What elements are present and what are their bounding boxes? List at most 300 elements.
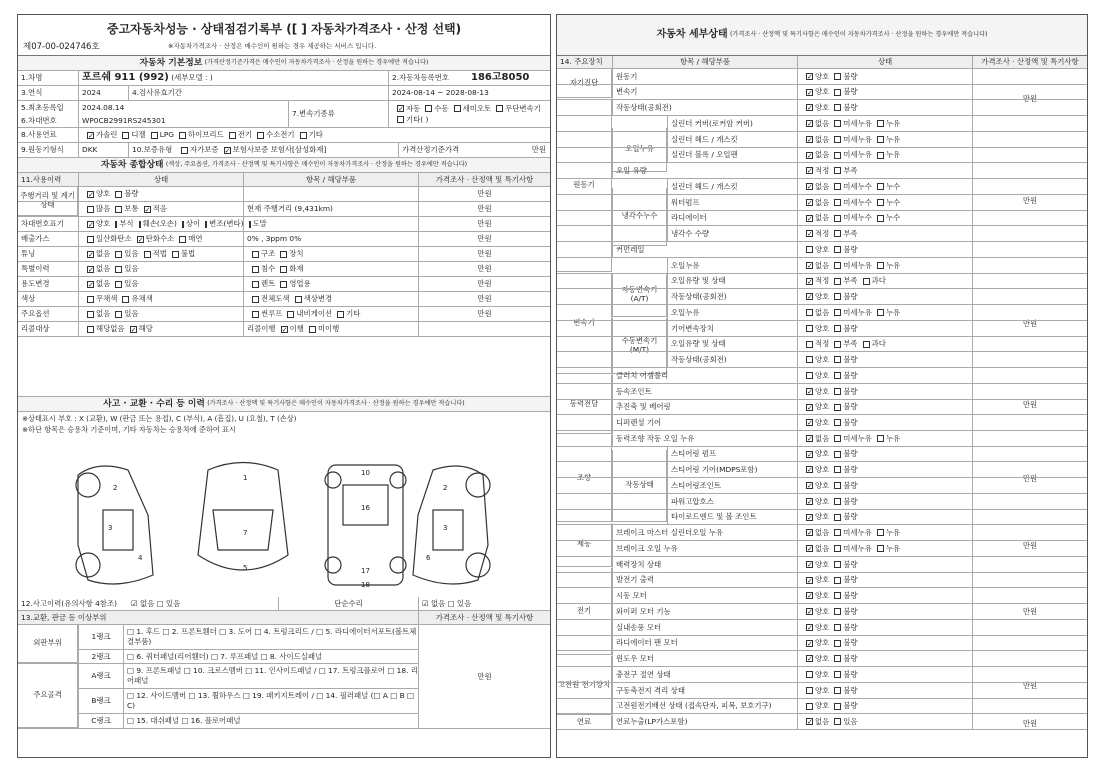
detail-22-checkbox-1[interactable] [834, 419, 841, 426]
trans-cvt-label: 무단변속기 [505, 104, 541, 113]
detail-3-option-label-0: 없음 [815, 118, 830, 128]
detail-10-checkbox-1[interactable] [834, 230, 841, 237]
detail-40-option-label-1: 불량 [843, 701, 858, 711]
detail-37-checkbox-1[interactable] [834, 655, 841, 662]
detail-25-checkbox-1[interactable] [834, 466, 841, 473]
overall-header-row [18, 173, 550, 187]
overall-item-7-checkbox-1[interactable] [295, 296, 302, 303]
detail-41-checkbox-1[interactable] [834, 718, 841, 725]
detail-row-status [797, 132, 972, 147]
part-number: 6 [426, 554, 431, 562]
part-number: 1 [243, 474, 248, 482]
detail-row-status [797, 179, 972, 194]
detail-8-checkbox-0[interactable]: ✓ [807, 199, 813, 207]
fuel-gasoline-checkbox[interactable]: ✓ [88, 131, 94, 140]
detail-1-checkbox-0[interactable]: ✓ [807, 88, 813, 97]
detail-row-status [797, 100, 972, 115]
trans-other-checkbox[interactable] [397, 116, 404, 123]
overall-4-option-label-3: 불법 [180, 249, 196, 259]
detail-4-checkbox-0[interactable]: ✓ [807, 136, 813, 144]
overall-4-checkbox-1[interactable] [115, 251, 122, 258]
overall-row-status [78, 247, 243, 261]
detail-row-status [797, 525, 972, 540]
overall-1-option-label-1: 보통 [124, 204, 139, 214]
price-unit: 만원 [972, 375, 1087, 434]
detail-30-checkbox-1[interactable] [834, 545, 841, 552]
overall-item-6-checkbox-0[interactable] [252, 281, 259, 288]
overall-2-checkbox-0[interactable]: ✓ [88, 220, 94, 229]
detail-13-checkbox-2[interactable] [863, 278, 870, 285]
detail-20-checkbox-1[interactable] [834, 388, 841, 395]
detail-18-checkbox-1[interactable] [834, 356, 841, 363]
detail-23-checkbox-1[interactable] [834, 435, 841, 442]
detail-2-checkbox-0[interactable]: ✓ [807, 104, 813, 112]
overall-item-9-option-label-0: 이행 [289, 324, 304, 334]
detail-31-checkbox-0[interactable]: ✓ [807, 561, 813, 569]
overall-row [18, 322, 550, 337]
overall-0-checkbox-0[interactable]: ✓ [88, 190, 94, 199]
detail-title-row [557, 15, 1087, 56]
overall-3-checkbox-1[interactable]: ✓ [137, 235, 144, 244]
detail-24-option-label-1: 불량 [843, 449, 858, 459]
fuel-options [78, 128, 550, 142]
overall-row-status [78, 202, 243, 216]
detail-24-checkbox-0[interactable]: ✓ [807, 450, 813, 459]
detail-32-checkbox-0[interactable]: ✓ [807, 576, 813, 585]
detail-14-checkbox-1[interactable] [834, 293, 841, 300]
detail-18-checkbox-0[interactable] [806, 356, 813, 363]
detail-row-status [797, 636, 972, 650]
price-unit: 만원 [972, 129, 1087, 272]
detail-row-status [797, 494, 972, 509]
detail-7-checkbox-2[interactable] [877, 183, 884, 190]
overall-4-checkbox-0[interactable]: ✓ [88, 250, 94, 259]
detail-8-checkbox-1[interactable] [834, 199, 841, 206]
overall-item-7-option-label-1: 색상변경 [303, 294, 333, 304]
detail-33-option-label-1: 불량 [843, 590, 858, 600]
detail-row-item: 배력장치 상태 [612, 557, 797, 572]
detail-7-checkbox-1[interactable] [834, 183, 841, 190]
detail-24-checkbox-1[interactable] [834, 451, 841, 458]
detail-16-checkbox-1[interactable] [834, 325, 841, 332]
detail-27-checkbox-1[interactable] [834, 498, 841, 505]
detail-31-checkbox-1[interactable] [834, 561, 841, 568]
detail-40-checkbox-1[interactable] [834, 703, 841, 710]
detail-12-checkbox-0[interactable]: ✓ [807, 262, 813, 270]
detail-9-option-label-0: 없음 [815, 213, 830, 223]
detail-2-option-label-1: 불량 [843, 102, 858, 112]
warranty-self-checkbox[interactable] [181, 147, 188, 154]
overall-item-4-checkbox-1[interactable] [280, 251, 287, 258]
detail-26-checkbox-0[interactable]: ✓ [807, 482, 813, 490]
detail-row-item: 오일유량 및 상태 [667, 274, 797, 288]
trans-semi-label: 세미오토 [462, 104, 492, 113]
detail-14-checkbox-0[interactable]: ✓ [807, 293, 813, 301]
detail-13-checkbox-1[interactable] [834, 278, 841, 285]
detail-28-option-label-0: 양호 [815, 512, 830, 522]
basic-title-row [18, 56, 550, 71]
trans-semi-checkbox[interactable] [454, 105, 461, 112]
detail-row [557, 289, 1087, 305]
detail-row [557, 337, 1087, 352]
overall-h-price: 가격조사 · 산정액 및 특기사항 [418, 173, 550, 186]
detail-3-checkbox-2[interactable] [877, 120, 884, 127]
detail-37-checkbox-0[interactable]: ✓ [807, 655, 813, 663]
group-self-diagnosis: 자기진단 [557, 69, 612, 98]
car-right-front-wheel [466, 473, 490, 497]
overall-item-5-option-label-1: 화재 [289, 264, 304, 274]
overall-5-option-label-1: 있음 [124, 264, 139, 274]
overall-item-8-checkbox-1[interactable] [287, 311, 294, 318]
detail-25-option-label-1: 불량 [843, 464, 858, 474]
overall-2-checkbox-4[interactable] [205, 221, 207, 228]
detail-21-option-label-1: 불량 [843, 402, 858, 412]
detail-5-checkbox-1[interactable] [834, 152, 841, 159]
detail-27-checkbox-0[interactable]: ✓ [807, 498, 813, 506]
overall-row [18, 232, 550, 247]
detail-29-checkbox-1[interactable] [834, 529, 841, 536]
group-engine: 원동기 [557, 99, 612, 272]
detail-row-status [797, 415, 972, 430]
detail-row-item: 타이로드엔드 및 볼 조인트 [667, 510, 797, 524]
label-firstreg: 5.최초등록일 [21, 102, 64, 112]
detail-h-device: 14. 주요장치 [560, 57, 603, 67]
overall-item-9-checkbox-0[interactable]: ✓ [281, 325, 288, 334]
detail-23-checkbox-2[interactable] [877, 435, 884, 442]
detail-29-checkbox-2[interactable] [877, 529, 884, 536]
overall-3-option-label-2: 매연 [188, 234, 203, 244]
detail-28-checkbox-0[interactable]: ✓ [807, 513, 813, 522]
accident-title: 사고 · 교환 · 수리 등 이력 [103, 398, 205, 409]
detail-row-status [797, 447, 972, 461]
detail-4-checkbox-1[interactable] [834, 136, 841, 143]
overall-2-checkbox-3[interactable] [182, 221, 184, 228]
detail-35-option-label-1: 불량 [843, 622, 858, 632]
detail-22-option-label-1: 불량 [843, 417, 858, 427]
overall-item-8-option-label-2: 기타 [346, 309, 361, 319]
detail-9-checkbox-1[interactable] [834, 215, 841, 222]
overall-6-checkbox-0[interactable]: ✓ [88, 280, 94, 289]
overall-2-option-label-3: 상이 [185, 219, 201, 229]
overall-8-option-label-0: 없음 [96, 309, 111, 319]
overall-5-checkbox-1[interactable] [115, 266, 122, 273]
overall-item-5-checkbox-1[interactable] [280, 266, 287, 273]
trans-options [388, 101, 550, 127]
detail-7-option-label-1: 미세누수 [843, 181, 872, 191]
trans-auto-checkbox[interactable]: ✓ [398, 105, 404, 113]
detail-34-checkbox-1[interactable] [834, 608, 841, 615]
detail-25-checkbox-0[interactable]: ✓ [807, 466, 813, 474]
overall-row-price: 만원 [418, 187, 550, 201]
detail-row [557, 148, 1087, 163]
overall-h-history: 11.사용이력 [21, 174, 62, 184]
detail-24-option-label-0: 양호 [815, 449, 830, 459]
overall-7-checkbox-0[interactable] [87, 296, 94, 303]
detail-22-checkbox-0[interactable]: ✓ [807, 419, 813, 427]
overall-5-option-label-0: 없음 [96, 264, 111, 274]
rank1-label: 1랭크 [78, 625, 123, 649]
overall-8-checkbox-1[interactable] [115, 311, 122, 318]
main-frame-label: 주요골격 [18, 664, 78, 728]
detail-29-checkbox-0[interactable]: ✓ [807, 529, 813, 537]
part-number: 2 [113, 484, 118, 492]
detail-26-checkbox-1[interactable] [834, 482, 841, 489]
overall-item-8-checkbox-2[interactable] [337, 311, 344, 318]
detail-12-checkbox-2[interactable] [877, 262, 884, 269]
overall-1-checkbox-1[interactable] [115, 206, 122, 213]
detail-19-checkbox-0[interactable] [806, 372, 813, 379]
detail-5-option-label-2: 누유 [885, 150, 901, 160]
detail-row [557, 557, 1087, 573]
detail-21-checkbox-1[interactable] [834, 404, 841, 411]
simple-repair-status: ☑ 없음 □ 있음 [418, 597, 550, 610]
detail-32-checkbox-1[interactable] [834, 577, 841, 584]
detail-15-checkbox-1[interactable] [834, 309, 841, 316]
overall-4-checkbox-2[interactable] [144, 251, 151, 258]
overall-item-5-checkbox-0[interactable] [252, 266, 259, 273]
detail-row-item: 커먼레일 [612, 242, 797, 257]
detail-2-checkbox-1[interactable] [834, 104, 841, 111]
detail-39-checkbox-0[interactable] [806, 687, 813, 694]
fuel-diesel-checkbox[interactable] [122, 132, 129, 139]
detail-13-option-label-2: 과다 [871, 276, 886, 286]
trans-manual-checkbox[interactable] [425, 105, 432, 112]
overall-5-checkbox-0[interactable]: ✓ [88, 265, 94, 274]
overall-item-5-option-label-0: 침수 [261, 264, 276, 274]
detail-29-option-label-2: 누유 [885, 527, 901, 537]
detail-row-status [797, 510, 972, 524]
detail-7-checkbox-0[interactable]: ✓ [807, 183, 813, 191]
detail-row-item: 라디에이터 팬 모터 [612, 636, 797, 650]
detail-35-checkbox-0[interactable]: ✓ [807, 624, 813, 632]
overall-7-checkbox-1[interactable] [122, 296, 129, 303]
detail-21-option-label-0: 양호 [815, 402, 830, 412]
overall-3-checkbox-0[interactable] [87, 236, 94, 243]
detail-9-checkbox-0[interactable]: ✓ [807, 214, 813, 223]
car-damage-diagram [58, 455, 508, 595]
overall-1-checkbox-2[interactable]: ✓ [144, 205, 151, 214]
detail-30-checkbox-0[interactable]: ✓ [807, 545, 813, 553]
detail-row [557, 667, 1087, 683]
detail-11-checkbox-0[interactable] [806, 246, 813, 253]
row-fuel [18, 128, 550, 143]
detail-10-option-label-1: 부족 [843, 228, 858, 238]
overall-row-item [243, 262, 418, 276]
row-name [18, 71, 550, 86]
overall-0-option-label-0: 양호 [96, 189, 111, 199]
overall-row-price: 만원 [418, 232, 550, 246]
detail-row-item: 스티어링 펌프 [667, 447, 797, 461]
car-under-wheel-fr [390, 472, 406, 488]
detail-6-checkbox-1[interactable] [834, 167, 841, 174]
detail-3-checkbox-1[interactable] [834, 120, 841, 127]
overall-6-option-label-0: 없음 [96, 279, 111, 289]
detail-10-checkbox-0[interactable]: ✓ [807, 230, 813, 238]
fuel-hydrogen-checkbox[interactable] [257, 132, 264, 139]
group-steering: 조향 [557, 435, 612, 522]
group-drivetrain: 동력전달 [557, 375, 612, 434]
detail-1-checkbox-1[interactable] [834, 89, 841, 96]
detail-30-option-label-0: 없음 [815, 543, 830, 553]
overall-item-7-checkbox-0[interactable] [252, 296, 259, 303]
detail-row-item: 동력조향 작동 오일 누유 [612, 431, 797, 446]
group-fuel: 연료 [557, 716, 612, 730]
detail-0-checkbox-1[interactable] [834, 73, 841, 80]
detail-row [557, 226, 1087, 242]
detail-6-checkbox-0[interactable]: ✓ [807, 167, 813, 175]
detail-row-item: 기어변속장치 [667, 321, 797, 336]
overall-9-checkbox-0[interactable] [87, 326, 94, 333]
detail-17-checkbox-1[interactable] [834, 341, 841, 348]
detail-20-option-label-0: 양호 [815, 386, 830, 396]
fuel-lpg-checkbox[interactable] [151, 132, 158, 139]
fuel-hybrid-checkbox[interactable] [179, 132, 186, 139]
detail-12-checkbox-1[interactable] [834, 262, 841, 269]
accident-legend-1: ※상태표시 부호 : X (교환), W (판금 또는 용접), C (부식), A (흠집), U (요철), T (손상) [22, 414, 297, 423]
detail-row [557, 651, 1087, 667]
fuel-ev-checkbox[interactable] [229, 132, 236, 139]
detail-33-checkbox-0[interactable]: ✓ [807, 592, 813, 600]
row-engine [18, 143, 550, 158]
overall-9-checkbox-1[interactable]: ✓ [130, 325, 137, 334]
part-number: 5 [243, 564, 248, 572]
car-left-front-wheel [76, 473, 100, 497]
overall-row-status [78, 232, 243, 246]
detail-36-checkbox-0[interactable]: ✓ [807, 639, 813, 648]
detail-28-checkbox-1[interactable] [834, 514, 841, 521]
detail-17-checkbox-2[interactable] [863, 341, 870, 348]
detail-13-checkbox-0[interactable]: ✓ [807, 277, 813, 286]
detail-row-status [797, 384, 972, 399]
trans-auto-label: 자동 [406, 104, 421, 113]
detail-15-checkbox-2[interactable] [877, 309, 884, 316]
detail-row [557, 69, 1087, 85]
label-name: 1.차명 [21, 73, 43, 83]
detail-20-checkbox-0[interactable]: ✓ [807, 388, 813, 396]
period-value: 2024-08-14 ~ 2028-08-13 [388, 86, 550, 100]
overall-item-8-checkbox-0[interactable] [252, 311, 259, 318]
overall-item-4-checkbox-0[interactable] [252, 251, 259, 258]
detail-34-checkbox-0[interactable]: ✓ [807, 608, 813, 616]
detail-11-checkbox-1[interactable] [834, 246, 841, 253]
overall-4-checkbox-3[interactable] [172, 251, 179, 258]
mileage-group-label: 주행거리 및 계기상태 [18, 187, 78, 216]
detail-row [557, 368, 1087, 384]
trans-cvt-checkbox[interactable] [496, 105, 503, 112]
detail-35-checkbox-1[interactable] [834, 624, 841, 631]
detail-30-checkbox-2[interactable] [877, 545, 884, 552]
detail-16-checkbox-0[interactable] [806, 325, 813, 332]
overall-item-9-checkbox-1[interactable] [309, 326, 316, 333]
detail-row [557, 478, 1087, 494]
warranty-insurer-checkbox[interactable]: ✓ [224, 146, 231, 155]
detail-36-checkbox-1[interactable] [834, 640, 841, 647]
detail-0-option-label-0: 양호 [815, 71, 830, 81]
detail-row-item: 오일유량 및 상태 [667, 337, 797, 351]
detail-35-option-label-0: 양호 [815, 622, 830, 632]
detail-2-option-label-0: 양호 [815, 102, 830, 112]
group-high-voltage: 고전원 전기장치 [557, 656, 612, 715]
detail-28-option-label-1: 불량 [843, 512, 858, 522]
overall-2-checkbox-2[interactable] [139, 221, 141, 228]
detail-3-checkbox-0[interactable]: ✓ [807, 120, 813, 128]
overall-title-row [18, 158, 550, 173]
detail-8-checkbox-2[interactable] [877, 199, 884, 206]
detail-row [557, 163, 1087, 179]
overall-1-checkbox-0[interactable] [87, 206, 94, 213]
detail-7-option-label-0: 없음 [815, 181, 830, 191]
overall-3-checkbox-2[interactable] [179, 236, 186, 243]
detail-row-item: 오일누유 [667, 258, 797, 273]
fuel-other-checkbox[interactable] [300, 132, 307, 139]
detail-38-checkbox-0[interactable] [806, 671, 813, 678]
detail-row-status [797, 226, 972, 241]
detail-5-checkbox-0[interactable]: ✓ [807, 151, 813, 160]
detail-19-checkbox-1[interactable] [834, 372, 841, 379]
overall-6-checkbox-1[interactable] [115, 281, 122, 288]
warranty-options [173, 143, 398, 157]
year-value: 2024 [78, 86, 128, 100]
detail-39-checkbox-1[interactable] [834, 687, 841, 694]
detail-23-checkbox-0[interactable]: ✓ [807, 435, 813, 443]
overall-item-6-checkbox-1[interactable] [280, 281, 287, 288]
overall-row-price [418, 322, 550, 336]
overall-item-7-option-label-0: 전체도색 [261, 294, 290, 304]
detail-40-option-label-0: 양호 [815, 701, 830, 711]
detail-9-checkbox-2[interactable] [877, 215, 884, 222]
part-number: 2 [443, 484, 448, 492]
detail-17-option-label-0: 적정 [815, 339, 830, 349]
group-transmission: 변속기 [557, 273, 612, 374]
overall-row-item [243, 217, 418, 231]
trans-manual-label: 수동 [434, 104, 449, 113]
overall-row-label: 리콜대상 [21, 324, 50, 334]
detail-row-item: 원동기 [612, 69, 797, 84]
detail-17-checkbox-0[interactable] [806, 341, 813, 348]
part-number: 3 [108, 524, 113, 532]
detail-22-option-label-0: 양호 [815, 417, 830, 427]
row-exchange-header [18, 611, 550, 625]
detail-row-status [797, 305, 972, 320]
detail-21-checkbox-0[interactable]: ✓ [807, 403, 813, 412]
detail-row-item: 발전기 출력 [612, 573, 797, 587]
overall-8-checkbox-0[interactable] [87, 311, 94, 318]
overall-item-8-option-label-1: 내비게이션 [296, 309, 333, 319]
detail-41-checkbox-0[interactable]: ✓ [807, 718, 813, 726]
detail-row-item: 파워고압호스 [667, 494, 797, 509]
detail-row-status [797, 667, 972, 682]
detail-row [557, 683, 1087, 699]
detail-15-option-label-0: 없음 [815, 307, 830, 317]
detail-4-checkbox-2[interactable] [877, 136, 884, 143]
detail-0-checkbox-0[interactable]: ✓ [807, 73, 813, 81]
detail-row-status [797, 148, 972, 162]
detail-33-checkbox-1[interactable] [834, 592, 841, 599]
detail-h-status: 상태 [797, 56, 972, 68]
overall-3-option-label-0: 일산화탄소 [96, 234, 132, 244]
trans-other-label: 기타( ) [406, 115, 429, 124]
overall-2-checkbox-1[interactable] [115, 221, 117, 228]
detail-15-checkbox-0[interactable] [806, 309, 813, 316]
overall-0-checkbox-1[interactable] [115, 191, 122, 198]
detail-37-option-label-0: 양호 [815, 653, 830, 663]
detail-row [557, 384, 1087, 400]
detail-40-checkbox-0[interactable] [806, 703, 813, 710]
label-engine: 9.원동기형식 [21, 145, 64, 155]
detail-5-checkbox-2[interactable] [877, 152, 884, 159]
detail-38-checkbox-1[interactable] [834, 671, 841, 678]
detail-26-option-label-0: 양호 [815, 480, 830, 490]
